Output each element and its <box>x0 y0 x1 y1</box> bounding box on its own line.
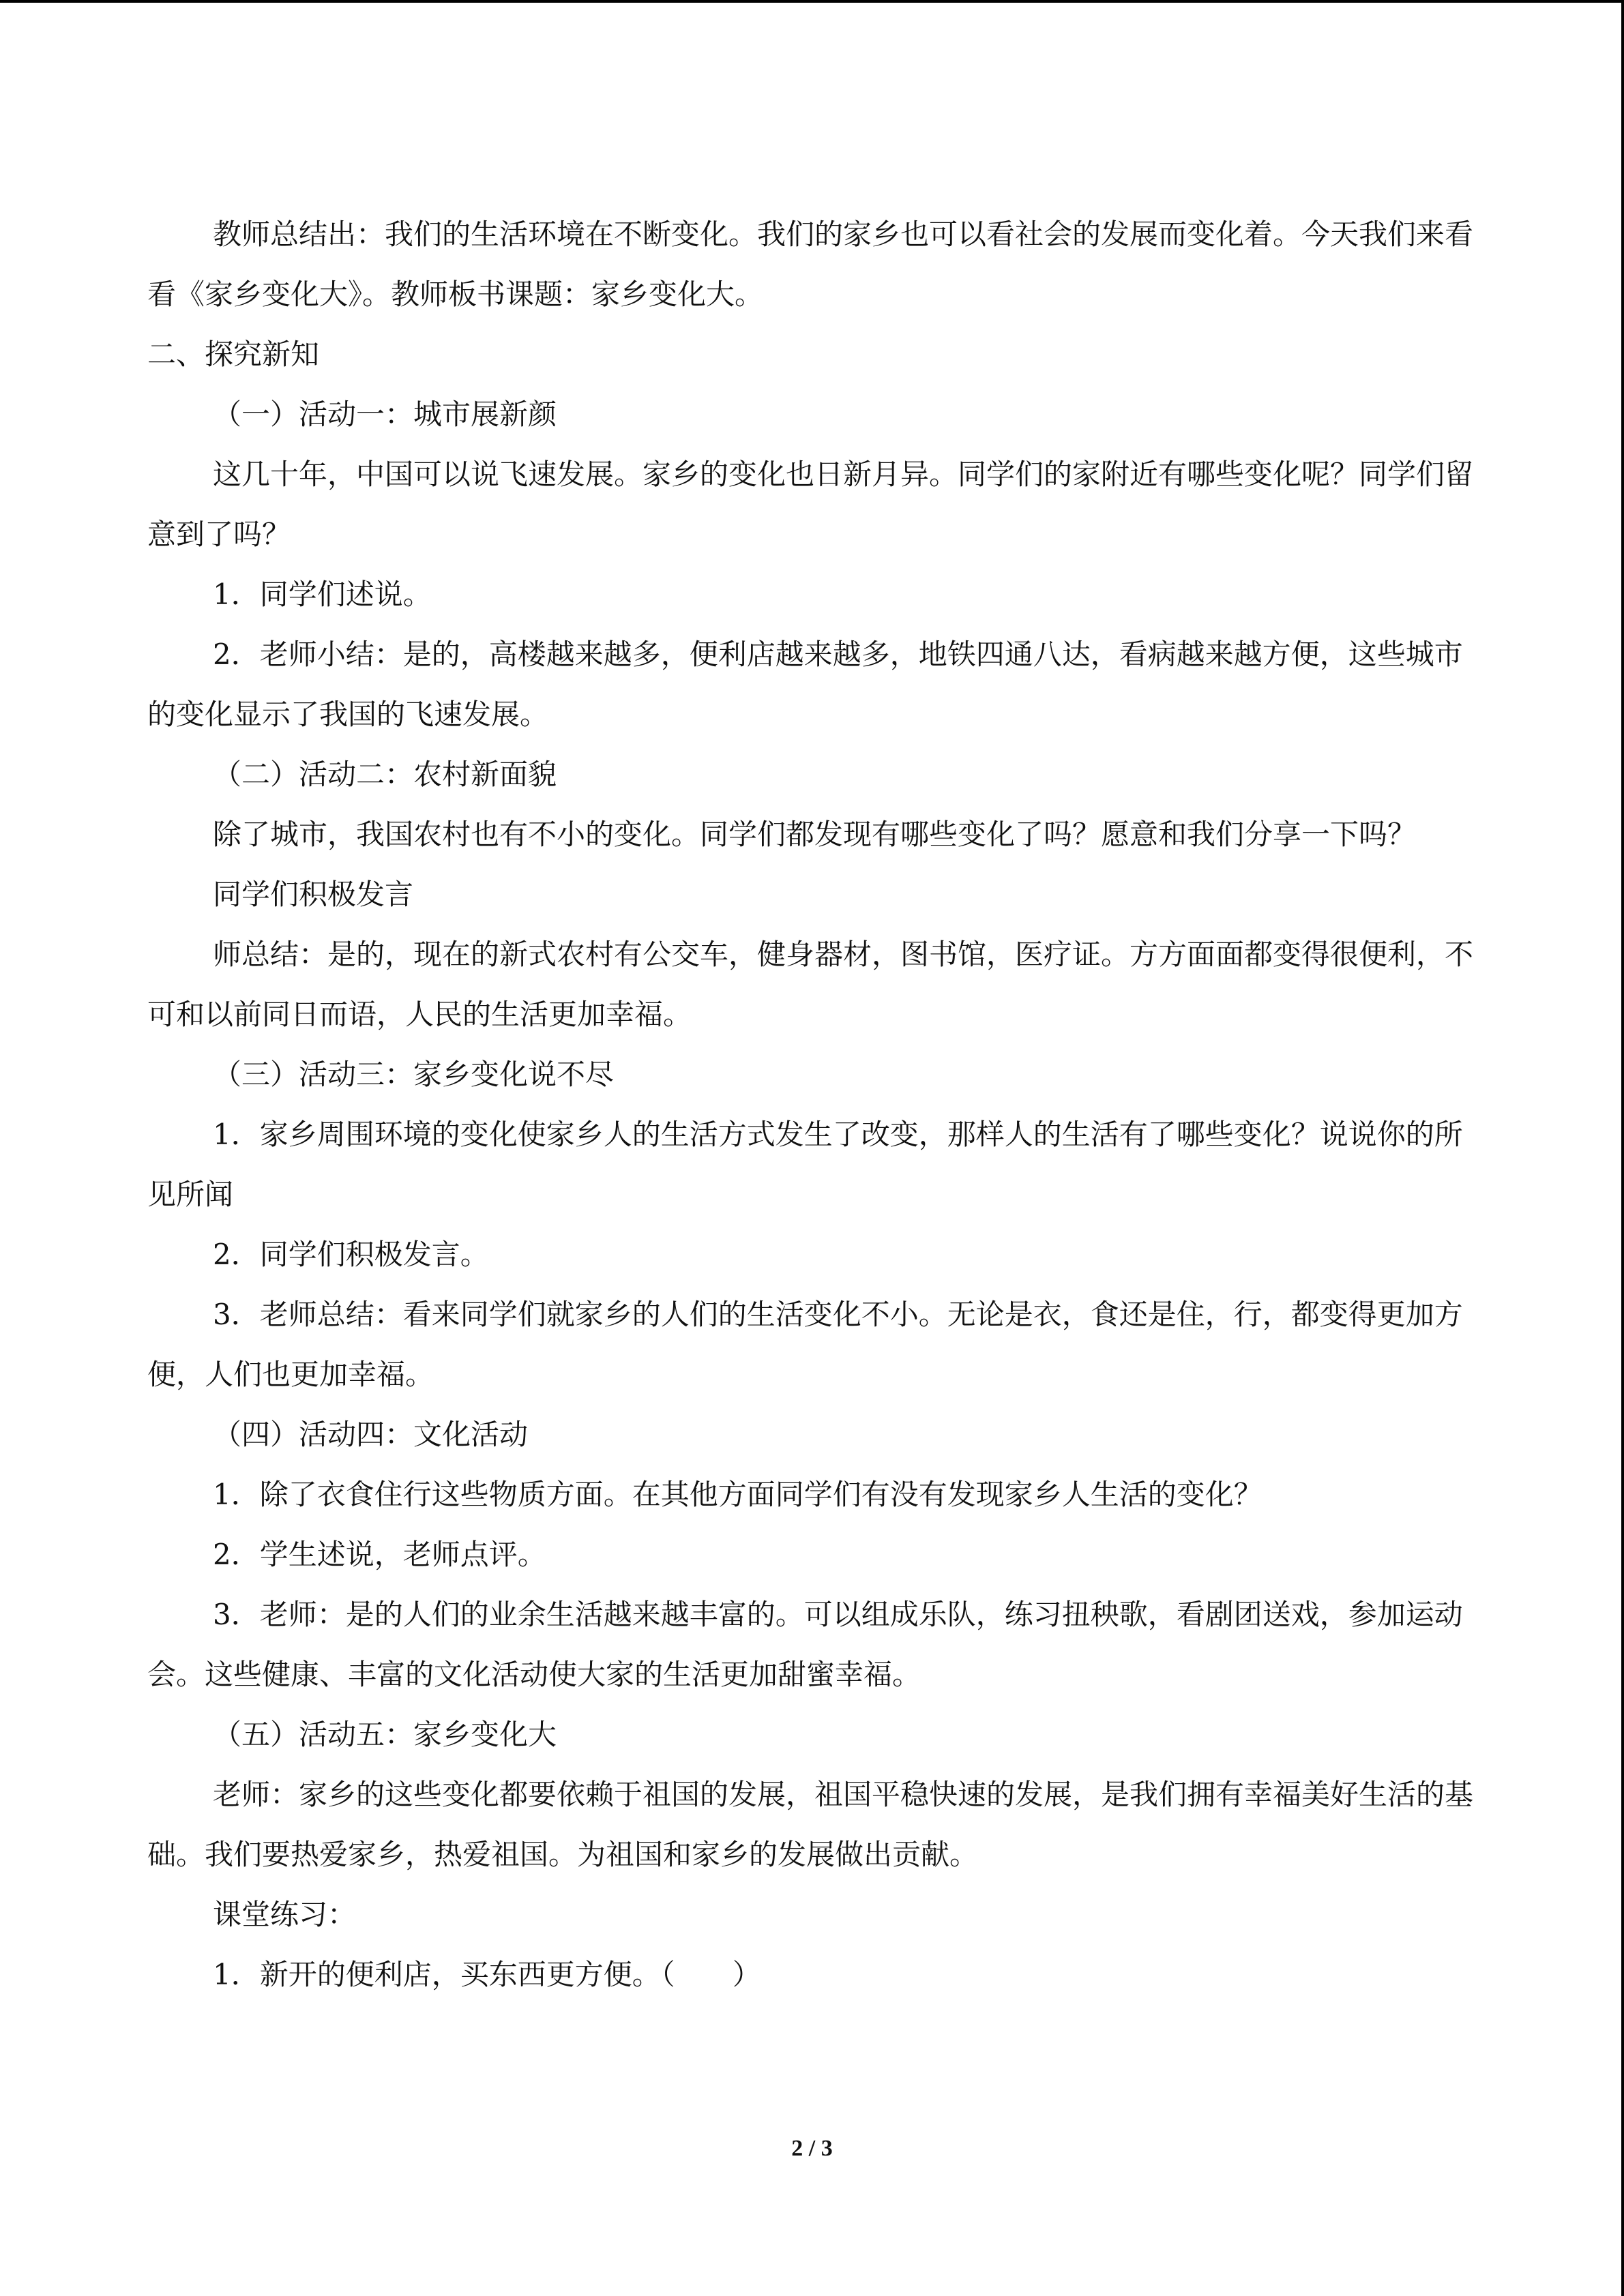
exercise-heading: 课堂练习： <box>213 1898 357 1931</box>
paragraph: 师总结：是的，现在的新式农村有公交车，健身器材，图书馆，医疗证。方方面面都变得很便利，不可和以前同日而语，人民的生活更加幸福。 <box>147 938 1474 1031</box>
paragraph: 除了城市，我国农村也有不小的变化。同学们都发现有哪些变化了吗？愿意和我们分享一下吗？ <box>213 818 1417 851</box>
activity-4-heading: （四）活动四：文化活动 <box>213 1418 529 1451</box>
paragraph: 同学们积极发言 <box>213 878 414 911</box>
activity-2-heading: （二）活动二：农村新面貌 <box>213 758 557 791</box>
paragraph: 3．老师：是的人们的业余生活越来越丰富的。可以组成乐队，练习扭秧歌，看剧团送戏，参加运动会。这些健康、丰富的文化活动使大家的生活更加甜蜜幸福。 <box>147 1598 1463 1691</box>
paragraph: 2．学生述说，老师点评。 <box>213 1538 546 1571</box>
exercise-item: 1．新开的便利店，买东西更方便。（ ） <box>213 1958 761 1991</box>
paragraph: 2．老师小结：是的，高楼越来越多，便利店越来越多，地铁四通八达，看病越来越方便，这些城市的变化显示了我国的飞速发展。 <box>147 638 1463 731</box>
section-heading-explore: 二、探究新知 <box>147 338 320 371</box>
paragraph: 1．除了衣食住行这些物质方面。在其他方面同学们有没有发现家乡人生活的变化？ <box>213 1478 1263 1511</box>
paragraph: 3．老师总结：看来同学们就家乡的人们的生活变化不小。无论是衣，食还是住，行，都变得更加方便，人们也更加幸福。 <box>147 1298 1463 1391</box>
paragraph: 1．家乡周围环境的变化使家乡人的生活方式发生了改变，那样人的生活有了哪些变化？说说你的所见所闻 <box>147 1118 1463 1211</box>
paragraph-summary: 教师总结出：我们的生活环境在不断变化。我们的家乡也可以看社会的发展而变化着。今天我们来看看《家乡变化大》。教师板书课题：家乡变化大。 <box>147 218 1474 311</box>
document-body <box>147 205 1477 2005</box>
activity-1-heading: （一）活动一：城市展新颜 <box>213 398 557 431</box>
paragraph: 老师：家乡的这些变化都要依赖于祖国的发展，祖国平稳快速的发展，是我们拥有幸福美好生活的基础。我们要热爱家乡，热爱祖国。为祖国和家乡的发展做出贡献。 <box>147 1778 1474 1871</box>
activity-3-heading: （三）活动三：家乡变化说不尽 <box>213 1058 615 1091</box>
page-top-border <box>0 0 1624 3</box>
paragraph: 这几十年，中国可以说飞速发展。家乡的变化也日新月异。同学们的家附近有哪些变化呢？同学们留意到了吗？ <box>147 458 1474 551</box>
paragraph: 2．同学们积极发言。 <box>213 1238 489 1271</box>
activity-5-heading: （五）活动五：家乡变化大 <box>213 1718 557 1751</box>
paragraph: 1．同学们述说。 <box>213 578 432 611</box>
page-number: 2 / 3 <box>791 2136 833 2161</box>
page-right-border <box>1621 0 1624 2296</box>
